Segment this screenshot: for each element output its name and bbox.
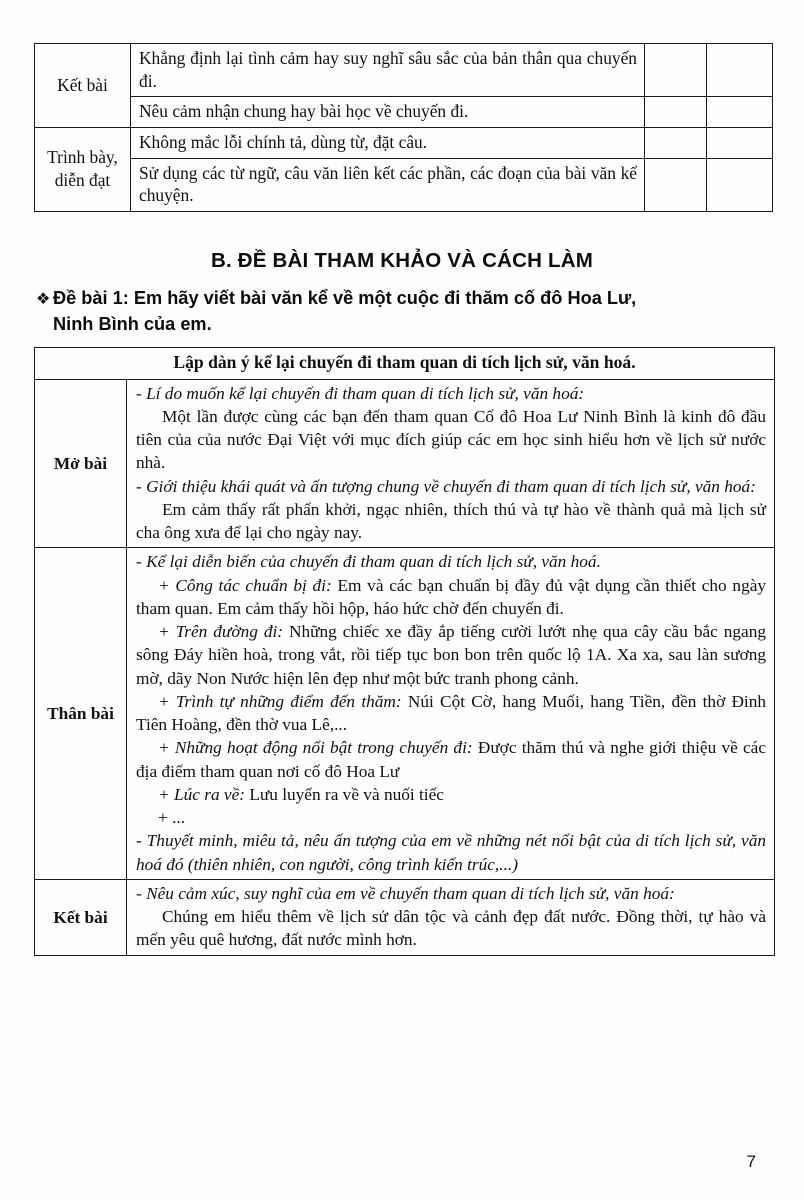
criteria-label-ket-bai: Kết bài <box>35 44 131 128</box>
outline-paragraph: Một lần được cùng các bạn đến tham quan Cố đô Hoa Lư Ninh Bình là kinh đô đầu tiên của của nước Đại Việt với mục đích giúp các em học sinh hiểu hơn về lịch sử nước nhà. <box>136 406 767 473</box>
outline-subpoint-rest: Núi Cột Cờ, hang Muối, hang Tiền, đền thờ Đinh Tiên Hoàng, đền thờ vua Lê,... <box>136 691 767 735</box>
table-row <box>35 97 773 128</box>
outline-table-header: Lập dàn ý kể lại chuyến đi tham quan di tích lịch sử, văn hoá. <box>35 348 775 380</box>
table-row-mo-bai <box>35 379 775 548</box>
outline-subpoint <box>136 690 766 737</box>
criteria-item: Sử dụng các từ ngữ, câu văn liên kết các phần, các đoạn của bài văn kể chuyện. <box>131 158 645 211</box>
criteria-mark-cell[interactable] <box>707 44 773 97</box>
criteria-label-trinh-bay: Trình bày, diễn đạt <box>35 127 131 211</box>
outline-body-mo-bai <box>127 379 775 548</box>
criteria-mark-cell[interactable] <box>707 158 773 211</box>
outline-table <box>34 347 775 956</box>
outline-subpoint-lead: + Những hoạt động nổi bật trong chuyến đi: <box>158 738 473 758</box>
outline-subpoint-rest: Lưu luyến ra về và nuối tiếc <box>245 784 444 804</box>
outline-body-ket-bai <box>127 879 775 955</box>
outline-subpoint-rest: Được thăm thú và nghe giới thiệu về các địa điểm tham quan nơi cố đô Hoa Lư <box>136 738 766 781</box>
criteria-item: Nêu cảm nhận chung hay bài học về chuyến đi. <box>131 97 645 128</box>
table-row <box>35 127 773 158</box>
outline-body-than-bai <box>127 548 775 880</box>
prompt-de-bai-1 <box>36 285 778 338</box>
outline-subpoint-lead: + Công tác chuẩn bị đi: <box>158 575 332 595</box>
section-b-heading: B. ĐỀ BÀI THAM KHẢO VÀ CÁCH LÀM <box>210 249 594 272</box>
outline-subpoint <box>136 736 766 783</box>
diamond-bullet-icon: ❖ <box>36 291 51 308</box>
outline-subpoint <box>136 574 766 621</box>
outline-paragraph: Chúng em hiểu thêm về lịch sử dân tộc và cảnh đẹp đất nước. Đồng thời, tự hào và mến yêu quê hương, đất nước mình hơn. <box>136 907 767 950</box>
outline-label-than-bai: Thân bài <box>35 548 127 880</box>
outline-subpoint-rest: Em và các bạn chuẩn bị đầy đủ vật dụng cần thiết cho ngày tham quan. Em cảm thấy hồi hộp, háo hức chờ đến chuyến đi. <box>136 575 767 618</box>
table-row-ket-bai <box>35 879 775 955</box>
criteria-mark-cell[interactable] <box>645 97 707 128</box>
outline-point: - Kể lại diễn biến của chuyến đi tham quan di tích lịch sử, văn hoá. <box>136 552 601 572</box>
outline-subpoint-lead: + Trình tự những điểm đến thăm: <box>158 691 402 711</box>
outline-point: - Thuyết minh, miêu tả, nêu ấn tượng của em về những nét nổi bật của di tích lịch sử, văn hoá đó (thiên nhiên, con người, công trình kiến trúc,...) <box>136 831 767 874</box>
criteria-item: Không mắc lỗi chính tả, dùng từ, đặt câu. <box>131 127 645 158</box>
outline-label-mo-bai: Mở bài <box>35 379 127 548</box>
criteria-mark-cell[interactable] <box>645 158 707 211</box>
criteria-mark-cell[interactable] <box>707 127 773 158</box>
outline-subpoint <box>136 620 766 690</box>
outline-subpoint-lead: + Trên đường đi: <box>158 622 284 642</box>
outline-subpoint-rest: Những chiếc xe đầy ắp tiếng cười lướt nhẹ qua cây cầu bắc ngang sông Đáy hiền hoà, trong vắt, rồi tiếp tục bon bon trên quốc lộ 1A. Xa xa, sau làn sương mờ, dãy Non Nước hiện lên đẹp như một bức tranh phong cảnh. <box>136 622 767 688</box>
outline-label-ket-bai: Kết bài <box>35 879 127 955</box>
criteria-table <box>34 43 773 212</box>
table-row-than-bai <box>35 548 775 880</box>
criteria-mark-cell[interactable] <box>645 44 707 97</box>
outline-point: - Nêu cảm xúc, suy nghĩ của em về chuyến tham quan di tích lịch sử, văn hoá: <box>136 883 675 903</box>
table-row <box>35 158 773 211</box>
criteria-mark-cell[interactable] <box>645 127 707 158</box>
criteria-item: Khẳng định lại tình cảm hay suy nghĩ sâu sắc của bản thân qua chuyến đi. <box>131 44 645 97</box>
prompt-line-2: Ninh Bình của em. <box>53 314 212 335</box>
prompt-line-1: Đề bài 1: Em hãy viết bài văn kể về một cuộc đi thăm cố đô Hoa Lư, <box>53 288 637 308</box>
outline-point: - Giới thiệu khái quát và ấn tượng chung về chuyến đi tham quan di tích lịch sử, văn hoá: <box>136 476 756 496</box>
outline-subpoint <box>136 783 766 806</box>
table-row <box>35 44 773 97</box>
outline-subpoint-ellipsis: + ... <box>158 808 186 828</box>
outline-paragraph: Em cảm thấy rất phấn khởi, ngạc nhiên, thích thú và tự hào về thành quả mà lịch sử cha ông xưa để lại cho ngày nay. <box>136 499 767 543</box>
outline-point: - Lí do muốn kể lại chuyến đi tham quan di tích lịch sử, văn hoá: <box>136 383 585 403</box>
outline-subpoint-lead: + Lúc ra về: <box>158 784 246 804</box>
table-row-header <box>35 348 775 380</box>
criteria-mark-cell[interactable] <box>707 97 773 128</box>
page-number: 7 <box>746 1152 756 1171</box>
